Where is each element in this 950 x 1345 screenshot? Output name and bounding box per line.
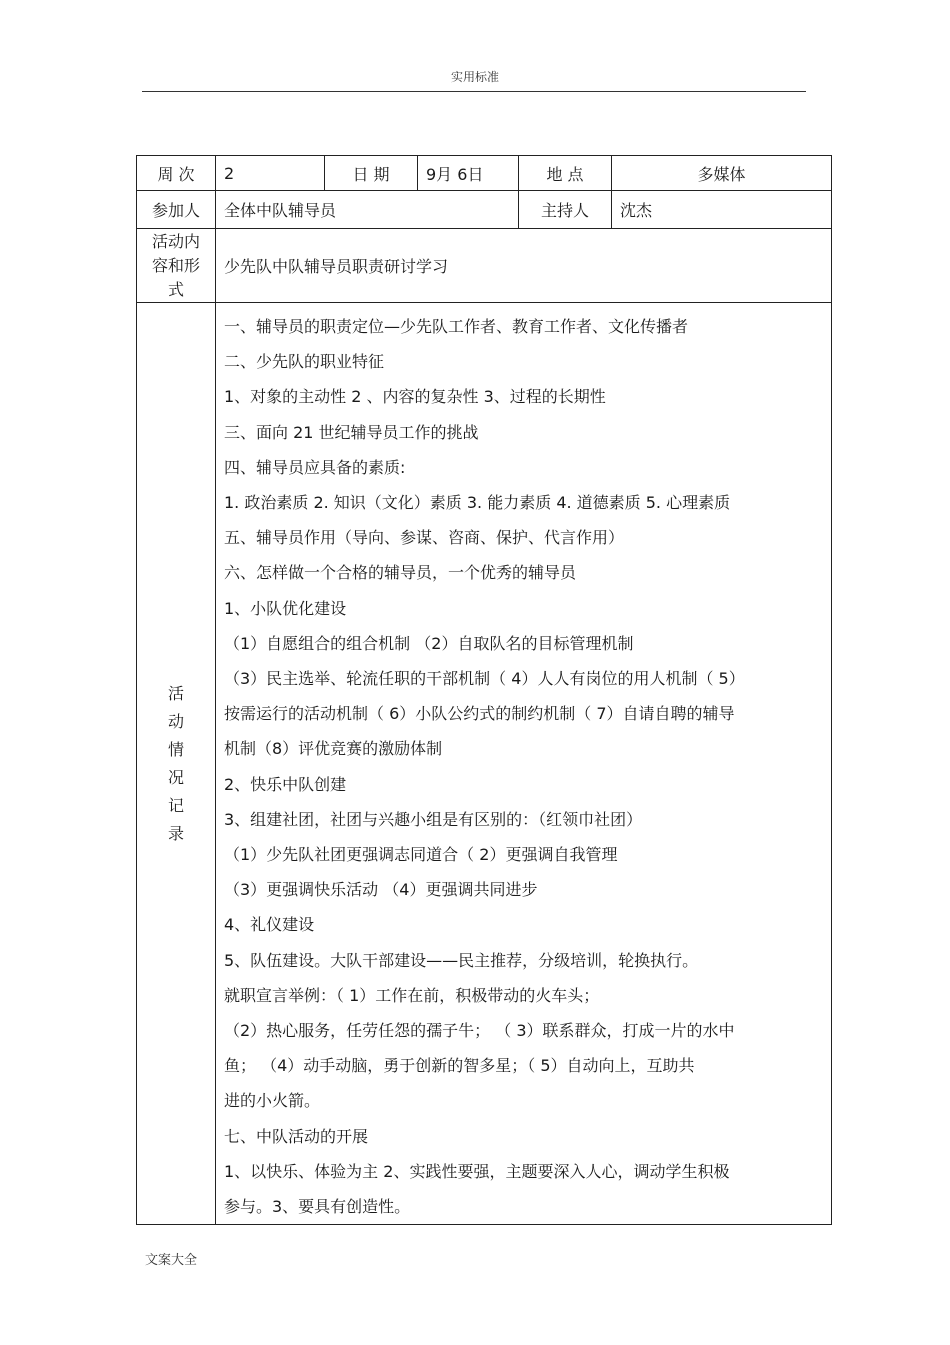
log-label [137,303,216,1225]
log-label-char: 动 [167,711,184,731]
log-line: 5、队伍建设。大队干部建设——民主推荐，分级培训，轮换执行。 [224,950,699,970]
place-label: 地 点 [519,156,612,191]
content-label [137,229,216,303]
log-line: 鱼； （4）动手动脑，勇于创新的智多星；（ 5）自动向上，互助共 [224,1056,695,1076]
content-label-line: 容和形 [151,255,200,275]
log-label-char: 记 [167,795,184,815]
table-row [137,229,832,303]
week-label: 周 次 [137,156,216,191]
date-label: 日 期 [325,156,418,191]
log-line: 五、辅导员作用（导向、参谋、咨商、保护、代言作用） [224,528,625,548]
content-label-line: 活动内 [151,231,200,251]
host-value: 沈杰 [612,191,832,229]
place-value: 多媒体 [612,156,832,191]
log-line: （1）自愿组合的组合机制 （2）自取队名的目标管理机制 [224,633,634,653]
log-label-char: 录 [167,823,184,843]
log-line: （3）民主选举、轮流任职的干部机制（ 4）人人有岗位的用人机制（ 5） [224,669,745,689]
log-line: 1. 政治素质 2. 知识（文化）素质 3. 能力素质 4. 道德素质 5. 心理素质 [224,493,731,513]
date-value: 9月 6日 [418,156,519,191]
header-divider [142,91,806,92]
page-footer-text: 文案大全 [145,1253,198,1268]
log-line: （3）更强调快乐活动 （4）更强调共同进步 [224,880,538,900]
log-label-char: 况 [167,767,184,787]
log-line: 2、快乐中队创建 [224,774,347,794]
log-line: 一、辅导员的职责定位—少先队工作者、教育工作者、文化传播者 [224,317,689,336]
log-line: 七、中队活动的开展 [224,1126,369,1146]
table-row [137,156,832,191]
log-line: 按需运行的活动机制（ 6）小队公约式的制约机制（ 7）自请自聘的辅导 [224,704,735,724]
log-line: 参与。3、要具有创造性。 [224,1197,411,1217]
log-line: （2）热心服务，任劳任怨的孺子牛； （ 3）联系群众，打成一片的水中 [224,1021,735,1041]
host-label: 主持人 [519,191,612,229]
page-header-title: 实用标准 [450,70,499,84]
log-line: 三、面向 21 世纪辅导员工作的挑战 [224,422,479,442]
log-line: 机制（8）评优竞赛的激励体制 [224,739,443,759]
log-line: 1、以快乐、体验为主 2、实践性要强，主题要深入人心，调动学生积极 [224,1161,730,1181]
log-line: 就职宣言举例：（ 1）工作在前，积极带动的火车头； [224,985,600,1005]
table-row [137,303,832,1225]
log-line: 进的小火箭。 [224,1091,321,1111]
log-content [216,303,832,1225]
content-label-line: 式 [167,279,184,299]
content-value: 少先队中队辅导员职责研讨学习 [216,229,832,303]
log-line: （1）少先队社团更强调志同道合（ 2）更强调自我管理 [224,845,618,865]
log-line: 4、礼仪建设 [224,915,315,935]
log-label-char: 活 [167,683,184,703]
log-line: 四、辅导员应具备的素质: [224,457,406,477]
log-line: 六、怎样做一个合格的辅导员，一个优秀的辅导员 [224,563,577,583]
participants-label: 参加人 [137,191,216,229]
log-line: 3、组建社团，社团与兴趣小组是有区别的：（红领巾社团） [224,809,643,829]
week-value: 2 [216,156,325,191]
log-line: 1、小队优化建设 [224,598,347,618]
log-label-char: 情 [167,739,184,759]
log-line: 二、少先队的职业特征 [224,352,385,372]
table-row [137,191,832,229]
log-line: 1、对象的主动性 2 、内容的复杂性 3、过程的长期性 [224,387,606,407]
activity-record-table [136,155,832,1225]
participants-value: 全体中队辅导员 [216,191,519,229]
